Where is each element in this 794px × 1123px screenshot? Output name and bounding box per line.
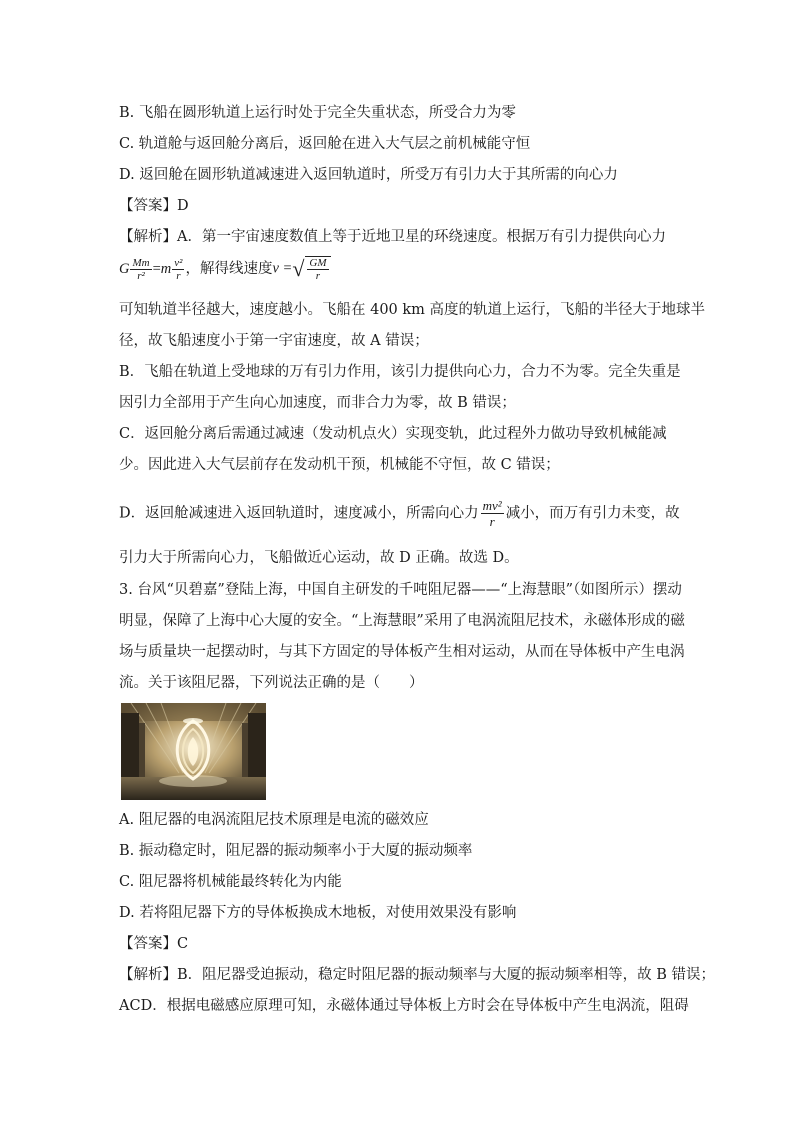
velocity-formula: v = √ $\frac{GM}{r}$ — [272, 256, 331, 282]
q2-explanation-d-line1: D．返回舱减速进入返回轨道时，速度减小，所需向心力 $\frac{\text{mv²}}{r}$ 减小，而万有引力未变，故 — [119, 498, 680, 529]
q3-stem-line1: 3. 台风“贝碧嘉”登陆上海，中国自主研发的千吨阻尼器——“上海慧眼”（如图所示）摆动 — [119, 582, 682, 598]
q3-stem-line4: 流。关于该阻尼器，下列说法正确的是（ ） — [119, 675, 424, 691]
q3-option-a: A. 阻尼器的电涡流阻尼技术原理是电流的磁效应 — [119, 812, 429, 828]
q2-explanation-b-line2: 因引力全部用于产生向心加速度，而非合力为零，故 B 错误； — [119, 395, 516, 411]
centripetal-fraction-small: $\frac{\text{v²}}{r}$ — [174, 256, 183, 282]
q3-stem-line2: 明显，保障了上海中心大厦的安全。“上海慧眼”采用了电涡流阻尼技术，永磁体形成的磁 — [119, 613, 685, 629]
q2-explanation-c-line2: 少。因此进入大气层前存在发动机干预，机械能不守恒，故 C 错误； — [119, 457, 560, 473]
q3-answer: 【答案】C — [119, 936, 189, 952]
q2-formula-line — [119, 256, 332, 282]
q3-explanation-line2: ACD．根据电磁感应原理可知，永磁体通过导体板上方时会在导体板中产生电涡流，阻碍 — [119, 998, 689, 1014]
q3-stem-line3: 场与质量块一起摆动时，与其下方固定的导体板产生相对运动，从而在导体板中产生电涡 — [119, 644, 685, 660]
q2-explanation-c-line1: C．返回舱分离后需通过减速（发动机点火）实现变轨，此过程外力做功导致机械能减 — [119, 426, 667, 442]
damper-photo — [121, 703, 266, 800]
q2-option-b: B. 飞船在圆形轨道上运行时处于完全失重状态，所受合力为零 — [119, 105, 516, 121]
q2-explanation-d-line2: 引力大于所需向心力，飞船做近心运动，故 D 正确。故选 D。 — [119, 550, 519, 566]
gravity-formula: G $\frac{Mm}{\text{r²}}$ =m $\frac{\text{v²}}{r}$ — [119, 256, 183, 282]
q2-explanation-a-line1: 【解析】A．第一宇宙速度数值上等于近地卫星的环绕速度。根据万有引力提供向心力 — [119, 229, 666, 245]
centripetal-fraction: $\frac{\text{mv²}}{r}$ — [482, 498, 502, 529]
q2-option-d: D. 返回舱在圆形轨道减速进入返回轨道时，所受万有引力大于其所需的向心力 — [119, 167, 618, 183]
q2-explanation-a-line3: 径，故飞船速度小于第一宇宙速度，故 A 错误； — [119, 333, 429, 349]
q3-explanation-line1: 【解析】B．阻尼器受迫振动，稳定时阻尼器的振动频率与大厦的振动频率相等，故 B 错误； — [119, 967, 716, 983]
q2-explanation-b-line1: B．飞船在轨道上受地球的万有引力作用，该引力提供向心力，合力不为零。完全失重是 — [119, 364, 681, 380]
q3-option-d: D. 若将阻尼器下方的导体板换成木地板，对使用效果没有影响 — [119, 905, 517, 921]
q2-option-c: C. 轨道舱与返回舱分离后，返回舱在进入大气层之前机械能守恒 — [119, 136, 531, 152]
q2-answer: 【答案】D — [119, 198, 189, 214]
q2-formula-text: ，解得线速度 — [185, 261, 273, 277]
q2-explanation-a-line2: 可知轨道半径越大，速度越小。飞船在 400 km 高度的轨道上运行，飞船的半径大于地球半 — [119, 302, 706, 318]
q3-option-b: B. 振动稳定时，阻尼器的振动频率小于大厦的振动频率 — [119, 843, 473, 859]
sqrt-expression: √ $\frac{GM}{r}$ — [292, 256, 331, 282]
gravity-fraction: $\frac{Mm}{\text{r²}}$ — [132, 256, 150, 282]
q3-option-c: C. 阻尼器将机械能最终转化为内能 — [119, 874, 342, 890]
